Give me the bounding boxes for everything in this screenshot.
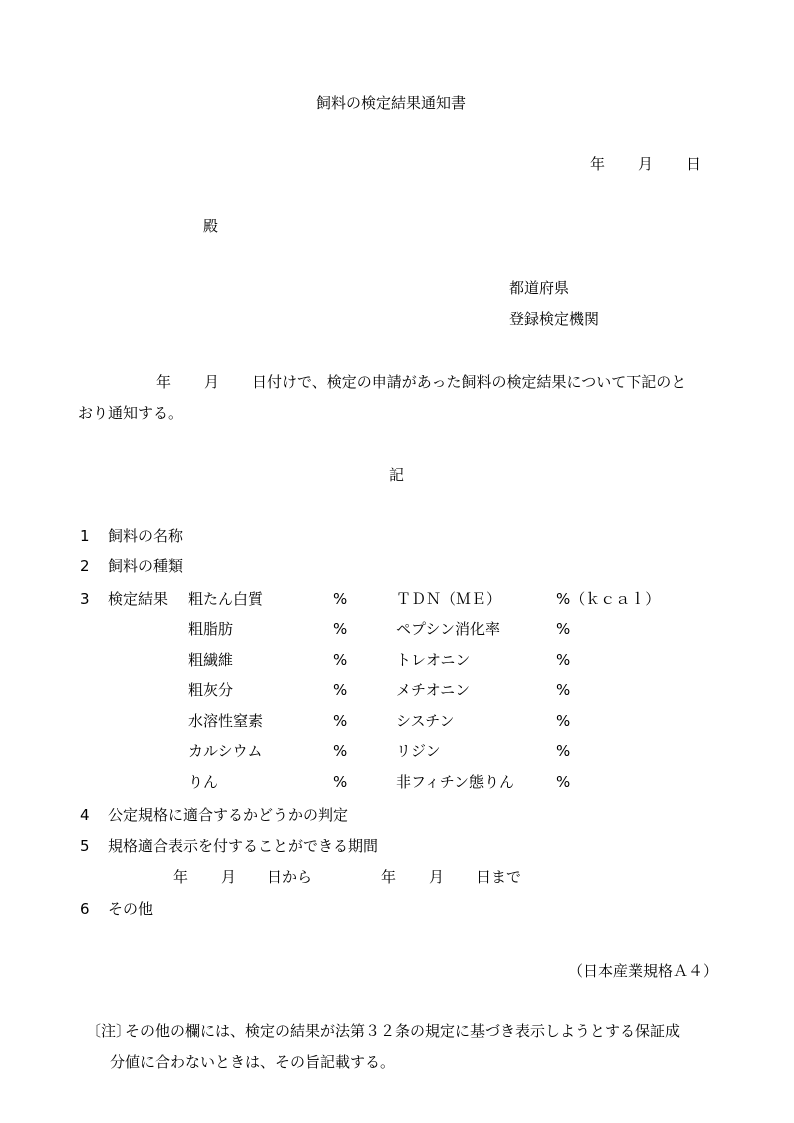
date-day: 日	[686, 155, 702, 173]
note-prefix: 〔注〕	[86, 1022, 132, 1040]
period-from-year: 年	[173, 868, 189, 886]
result-name: ＴＤＮ（ＭＥ）	[396, 590, 502, 608]
result-unit: %	[333, 651, 348, 669]
result-name: 粗脂肪	[188, 620, 234, 638]
addressee-suffix: 殿	[203, 217, 219, 235]
item-conformity-judgment: 公定規格に適合するかどうかの判定	[108, 806, 349, 824]
result-name: 粗たん白質	[188, 590, 264, 608]
item-number: 2	[80, 557, 90, 575]
note-line1: その他の欄には、検定の結果が法第３２条の規定に基づき表示しようとする保証成	[125, 1022, 681, 1040]
result-name: りん	[188, 773, 219, 791]
result-unit: %（ｋｃａｌ）	[556, 590, 661, 608]
period-to-day: 日まで	[476, 868, 522, 886]
result-name: 非フィチン態りん	[396, 773, 515, 791]
item-inspection-results: 検定結果	[108, 590, 169, 608]
document-title: 飼料の検定結果通知書	[316, 94, 467, 112]
result-name: 粗繊維	[188, 651, 234, 669]
intro-year: 年	[156, 373, 172, 391]
result-unit: %	[556, 712, 571, 730]
ki-heading: 記	[389, 466, 405, 484]
item-other: その他	[108, 900, 154, 918]
item-number: 6	[80, 900, 90, 918]
intro-line2: おり通知する。	[78, 404, 184, 422]
result-unit: %	[556, 651, 571, 669]
result-name: シスチン	[396, 712, 455, 730]
issuer-agency: 登録検定機関	[509, 310, 600, 328]
result-name: メチオニン	[396, 681, 471, 699]
item-labeling-period: 規格適合表示を付することができる期間	[108, 837, 379, 855]
result-name: 粗灰分	[188, 681, 234, 699]
intro-month: 月	[204, 373, 220, 391]
result-unit: %	[556, 773, 571, 791]
result-name: カルシウム	[188, 742, 263, 760]
result-unit: %	[333, 773, 348, 791]
period-to-year: 年	[381, 868, 397, 886]
item-feed-name: 飼料の名称	[108, 527, 184, 545]
period-from-month: 月	[221, 868, 237, 886]
result-name: トレオニン	[396, 651, 471, 669]
result-name: 水溶性窒素	[188, 712, 264, 730]
item-feed-type: 飼料の種類	[108, 557, 184, 575]
item-number: 5	[80, 837, 90, 855]
paper-standard: （日本産業規格Ａ４）	[568, 962, 719, 980]
result-name: リジン	[396, 742, 441, 760]
issuer-prefecture: 都道府県	[509, 279, 570, 297]
period-from-day: 日から	[267, 868, 313, 886]
intro-line1: 日付けで、検定の申請があった飼料の検定結果について下記のと	[252, 373, 687, 391]
date-year: 年	[590, 155, 606, 173]
note-line2: 分値に合わないときは、その旨記載する。	[110, 1053, 396, 1071]
result-unit: %	[333, 620, 348, 638]
item-number: 3	[80, 590, 90, 608]
result-unit: %	[556, 681, 571, 699]
result-unit: %	[556, 742, 571, 760]
result-name: ペプシン消化率	[396, 620, 501, 638]
item-number: 1	[80, 527, 90, 545]
result-unit: %	[333, 742, 348, 760]
item-number: 4	[80, 806, 90, 824]
result-unit: %	[556, 620, 571, 638]
date-month: 月	[638, 155, 654, 173]
result-unit: %	[333, 681, 348, 699]
result-unit: %	[333, 712, 348, 730]
result-unit: %	[333, 590, 348, 608]
period-to-month: 月	[429, 868, 445, 886]
